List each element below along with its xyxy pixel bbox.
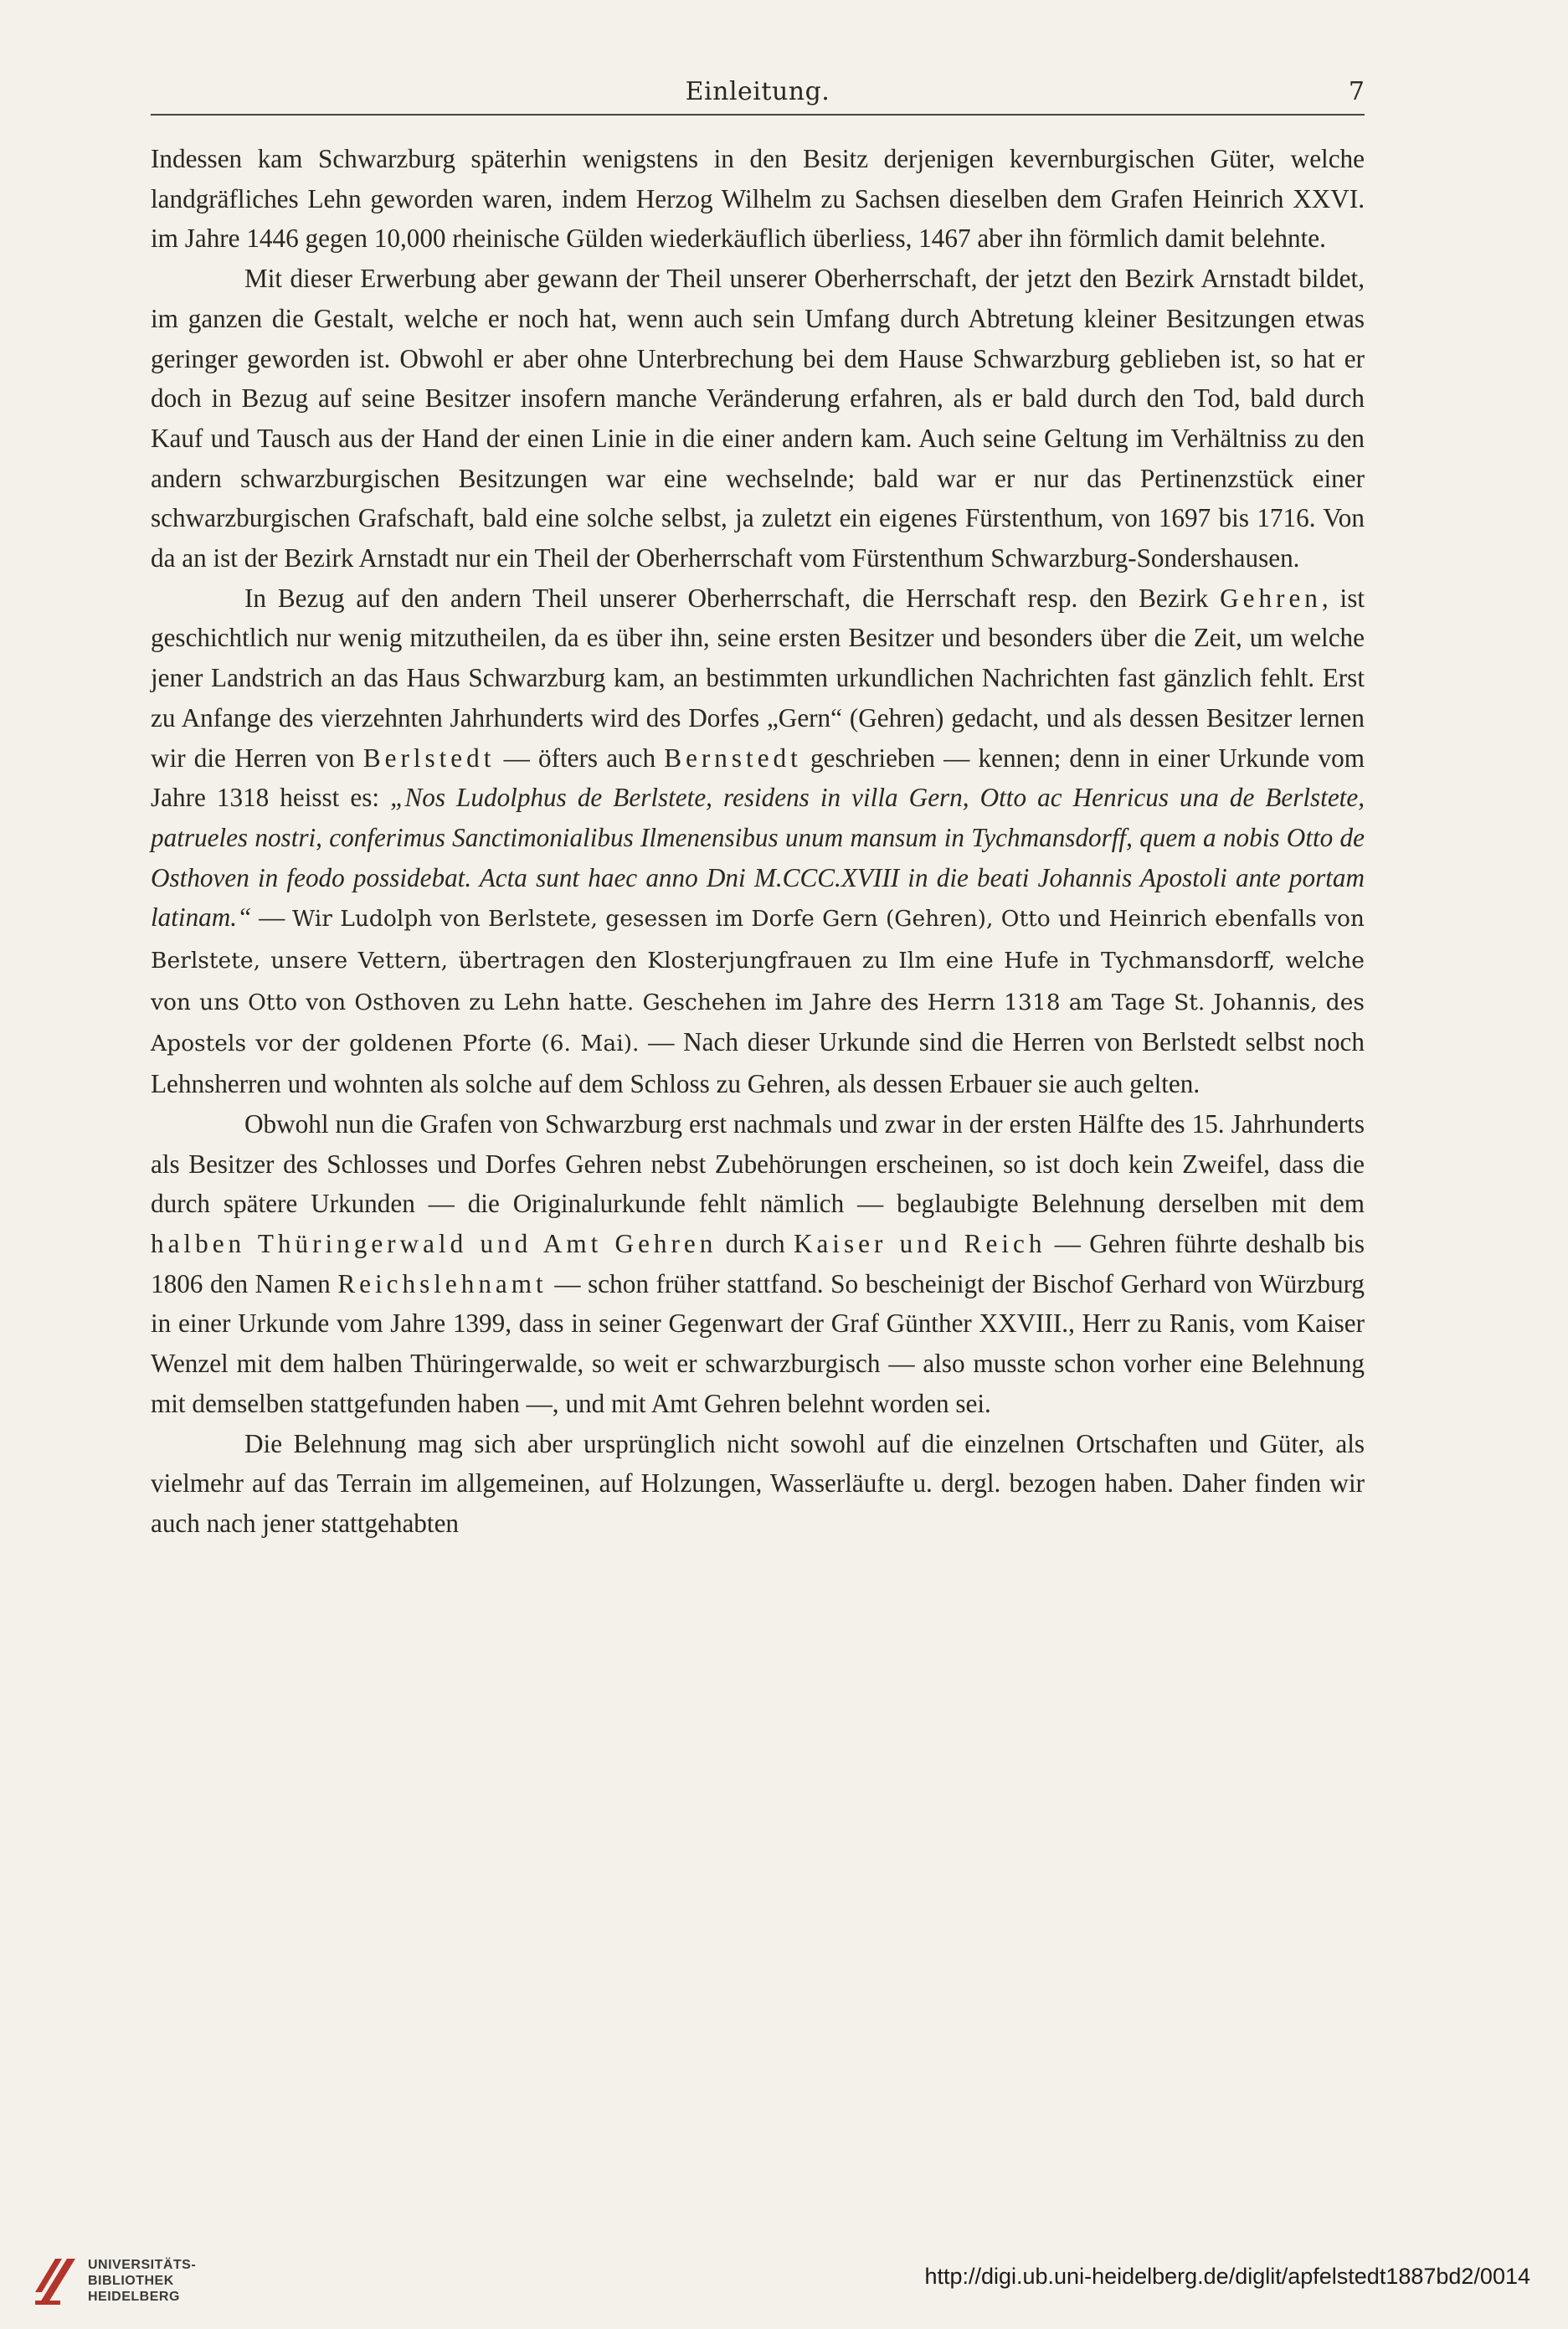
paragraph-1: Indessen kam Schwarzburg späterhin wenigstens in den Besitz derjenigen kevernburgischen Güter, welche landgräfliches Lehn geworden waren, indem Herzog Wilhelm zu Sachsen dieselben dem Grafen Heinrich XXVI. im Jahre 1446 gegen 10,000 rheinische Gülden wiederkäuflich überliess, 1467 aber ihn förmlich damit belehnte. [151, 144, 1365, 254]
page-header [151, 77, 1365, 117]
paragraph-4 [151, 1104, 1365, 1424]
p3-text-c: — öfters auch [495, 743, 665, 773]
p4-spaced-kaiser: Kaiser und Reich [793, 1228, 1046, 1258]
p3-text-a: In Bezug auf den andern Theil unserer Oberherrschaft, die Herrschaft resp. den Bezirk [244, 583, 1221, 613]
paragraph-3 [151, 578, 1365, 1104]
p3-text-e: — [251, 902, 293, 933]
p3-text-b: , ist geschichtlich nur wenig mitzutheilen, da es über ihn, seine ersten Besitzer und besonders über die Zeit, um welche jener Landstrich an das Haus Schwarzburg kam, an bestimmten urkundlichen Nachrichten fast gänzlich fehlt. Erst zu Anfange des vierzehnten Jahrhunderts wird des Dorfes „Gern“ (Gehren) gedacht, und als dessen Besitzer lernen wir die Herren von [151, 583, 1365, 773]
header-rule [151, 114, 1365, 116]
p3-spaced-gehren: Gehren [1220, 583, 1322, 613]
p4-text-d: — schon früher stattfand. So bescheinigt der Bischof Gerhard von Würzburg in einer Urkunde vom Jahre 1399, dass in seiner Gegenwart der Graf Günther XXVIII., Herr zu Ranis, vom Kaiser Wenzel mit dem halben Thüringerwalde, so weit er schwarzburgisch — also musste schon vorher eine Belehnung mit demselben stattgefunden haben —, und mit Amt Gehren belehnt worden sei. [151, 1268, 1365, 1418]
body-text [151, 139, 1365, 1544]
paragraph-2: Mit dieser Erwerbung aber gewann der Theil unserer Oberherrschaft, der jetzt den Bezirk Arnstadt bildet, im ganzen die Gestalt, welche er noch hat, wenn auch sein Umfang durch Abtretung kleiner Besitzungen etwas geringer geworden ist. Obwohl er aber ohne Unterbrechung bei dem Hause Schwarzburg geblieben ist, so hat er doch in Bezug auf seine Besitzer insofern manche Veränderung erfahren, als er bald durch den Tod, bald durch Kauf und Tausch aus der Hand der einen Linie in die einer andern kam. Auch seine Geltung im Verhältniss zu den andern schwarzburgischen Besitzungen war eine wechselnde; bald war er nur das Pertinenzstück einer schwarzburgischen Grafschaft, bald eine solche selbst, ja zuletzt ein eigenes Fürstenthum, von 1697 bis 1716. Von da an ist der Bezirk Arnstadt nur ein Theil der Oberherrschaft vom Fürstenthum Schwarzburg-Sondershausen. [151, 264, 1365, 573]
logo-line: UNIVERSITÄTS- [88, 2258, 197, 2272]
p3-text-d: geschrieben — kennen; denn in einer Urkunde vom Jahre 1318 heisst es: [151, 743, 1365, 813]
page-footer [0, 2242, 1568, 2329]
library-logo-icon [33, 2250, 80, 2309]
p4-text-b: durch [717, 1228, 794, 1258]
p3-text-f: — Nach dieser Urkunde sind die Herren von Berlstedt selbst noch Lehnsherren und wohnten als solche auf dem Schloss zu Gehren, als dessen Erbauer sie auch gelten. [151, 1027, 1365, 1099]
p4-spaced-reichslehnamt: Reichslehnamt [337, 1268, 548, 1298]
running-title: Einleitung. [685, 77, 830, 106]
source-url-link[interactable]: http://digi.ub.uni-heidelberg.de/diglit/apfelstedt1887bd2/0014 [924, 2264, 1530, 2289]
logo-line: BIBLIOTHEK [88, 2274, 174, 2288]
page-number: 7 [1348, 77, 1365, 106]
paragraph-5: Die Belehnung mag sich aber ursprünglich nicht sowohl auf die einzelnen Ortschaften und Güter, als vielmehr auf das Terrain im allgemeinen, auf Holzungen, Wasserläufte u. dergl. bezogen haben. Daher finden wir auch nach jener stattgehabten [151, 1428, 1365, 1538]
p3-translation: Wir Ludolph von Berlstete, gesessen im Dorfe Gern (Gehren), Otto und Heinrich ebenfalls von Berlstete, unsere Vettern, übertragen den Klosterjungfrauen zu Ilm eine Hufe in Tychmansdorff, welche von uns Otto von Osthoven zu Lehn hatte. Geschehen im Jahre des Herrn 1318 am Tage St. Johannis, des Apostels vor der goldenen Pforte (6. Mai). [151, 906, 1365, 1057]
logo-line: HEIDELBERG [88, 2290, 180, 2304]
p3-spaced-berlstedt: Berlstedt [362, 743, 496, 773]
p4-text-a: Obwohl nun die Grafen von Schwarzburg erst nachmals und zwar in der ersten Hälfte des 15. Jahrhunderts als Besitzer des Schlosses und Dorfes Gehren nebst Zubehörungen erscheinen, so ist doch kein Zweifel, dass die durch spätere Urkunden — die Originalurkunde fehlt nämlich — beglaubigte Belehnung derselben mit dem [151, 1108, 1365, 1219]
p4-text-c: — Gehren führte deshalb bis 1806 den Namen [151, 1228, 1365, 1298]
library-logo-text [88, 2257, 196, 2305]
p3-spaced-bernstedt: Bernstedt [664, 743, 802, 773]
p3-latin-quote: „Nos Ludolphus de Berlstete, residens in villa Gern, Otto ac Henricus una de Berlstete, patrueles nostri, conferimus Sanctimonialibus Ilmenensibus unum mansum in Tychmansdorff, quem a nobis Otto de Osthoven in feodo possidebat. Acta sunt haec anno Dni M.CCC.XVIII in die beati Johannis Apostoli ante portam latinam.“ [151, 783, 1365, 933]
p4-spaced-halben: halben Thüringerwald und Amt Gehren [151, 1228, 717, 1258]
